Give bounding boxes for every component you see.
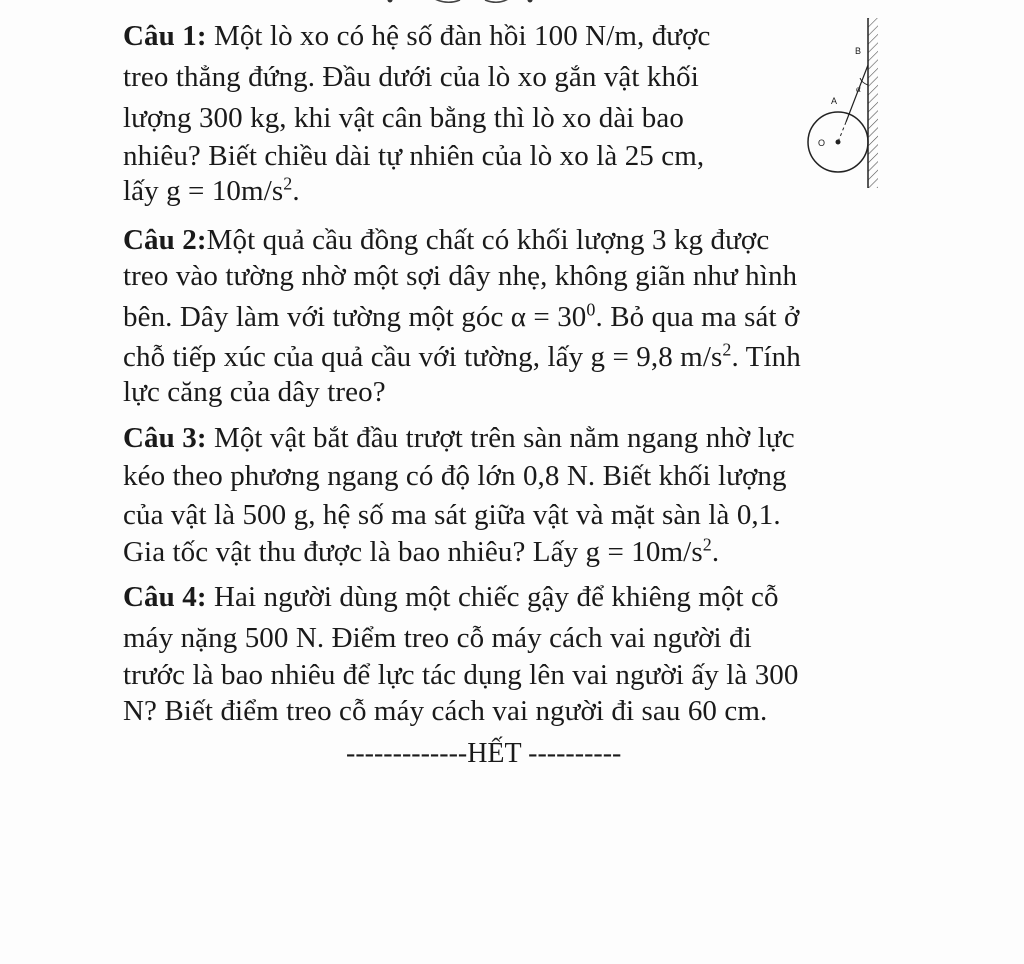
q2-text-2: treo vào tường nhờ một sợi dây nhẹ, không giãn như hình: [123, 260, 798, 292]
q4-line-4: [123, 694, 767, 728]
q2-superscript-1: 0: [586, 299, 596, 320]
q1-text-4: nhiêu? Biết chiều dài tự nhiên của lò xo là 25 cm,: [123, 140, 705, 172]
q4-label: Câu 4:: [123, 581, 207, 613]
q3-text-2: kéo theo phương ngang có độ lớn 0,8 N. Biết khối lượng: [123, 460, 787, 492]
q4-text-4: N? Biết điểm treo cỗ máy cách vai người đi sau 60 cm.: [123, 695, 768, 727]
sphere-wall-figure: [800, 10, 900, 190]
q1-text-5: lấy g = 10m/s: [123, 175, 284, 207]
q3-text-1: Một vật bắt đầu trượt trên sàn nằm ngang nhờ lực: [206, 422, 795, 454]
q2-text-4b: . Tính: [731, 341, 801, 373]
q1-label: Câu 1:: [123, 20, 207, 52]
label-a: A: [831, 96, 838, 106]
q1-text-6: .: [292, 175, 300, 207]
dashed-line: [838, 122, 846, 142]
q2-superscript-2: 2: [722, 339, 732, 360]
q3-superscript: 2: [702, 534, 712, 555]
q1-superscript: 2: [283, 173, 293, 194]
q2-line-2: [123, 259, 797, 293]
q1-text-3: lượng 300 kg, khi vật cân bằng thì lò xo dài bao: [123, 102, 684, 134]
q2-line-5: [123, 375, 386, 409]
wall-hatch: [868, 18, 878, 188]
q1-line-5: [123, 174, 300, 208]
q2-text-5: lực căng của dây treo?: [123, 376, 386, 408]
q3-text-4: Gia tốc vật thu được là bao nhiêu? Lấy g = 10m/s: [123, 536, 703, 568]
end-marker: -------------HẾT ----------: [346, 738, 622, 769]
q2-text-1: Một quả cầu đồng chất có khối lượng 3 kg được: [206, 224, 770, 256]
q2-label: Câu 2:: [123, 224, 207, 256]
q3-label: Câu 3:: [123, 422, 207, 454]
q1-text-2: treo thẳng đứng. Đầu dưới của lò xo gắn vật khối: [123, 61, 699, 93]
q1-text-1: Một lò xo có hệ số đàn hồi 100 N/m, được: [206, 20, 711, 52]
q3-line-3: [123, 498, 781, 532]
q3-line-1: [123, 421, 795, 455]
q1-line-3: [123, 101, 684, 135]
q4-line-3: [123, 658, 799, 692]
q2-text-4a: chỗ tiếp xúc của quả cầu với tường, lấy g = 9,8 m/s: [123, 341, 723, 373]
label-o: O: [818, 138, 826, 148]
q2-line-4: [123, 340, 801, 374]
q4-text-2: máy nặng 500 N. Điểm treo cỗ máy cách vai người đi: [123, 622, 752, 654]
q1-line-1: [123, 19, 711, 53]
q4-line-2: [123, 621, 752, 655]
q2-line-1: [123, 223, 769, 257]
q2-line-3: [123, 300, 799, 334]
q3-text-5: .: [711, 536, 720, 568]
label-b: B: [855, 46, 862, 56]
cutoff-top-decoration: [380, 0, 580, 16]
q2-text-3b: . Bỏ qua ma sát ở: [595, 301, 800, 333]
q3-line-4: [123, 535, 719, 569]
q4-text-1: Hai người dùng một chiếc gậy để khiêng một cỗ: [206, 581, 779, 613]
q4-text-3: trước là bao nhiêu để lực tác dụng lên vai người ấy là 300: [123, 659, 799, 691]
q2-text-3a: bên. Dây làm với tường một góc α = 30: [123, 301, 587, 333]
q3-line-2: [123, 459, 787, 493]
q1-line-2: [123, 60, 699, 94]
label-alpha: α: [856, 84, 861, 94]
q1-line-4: [123, 139, 704, 173]
q4-line-1: [123, 580, 779, 614]
sphere-center: [836, 140, 841, 145]
q3-text-3: của vật là 500 g, hệ số ma sát giữa vật và mặt sàn là 0,1.: [123, 499, 781, 531]
